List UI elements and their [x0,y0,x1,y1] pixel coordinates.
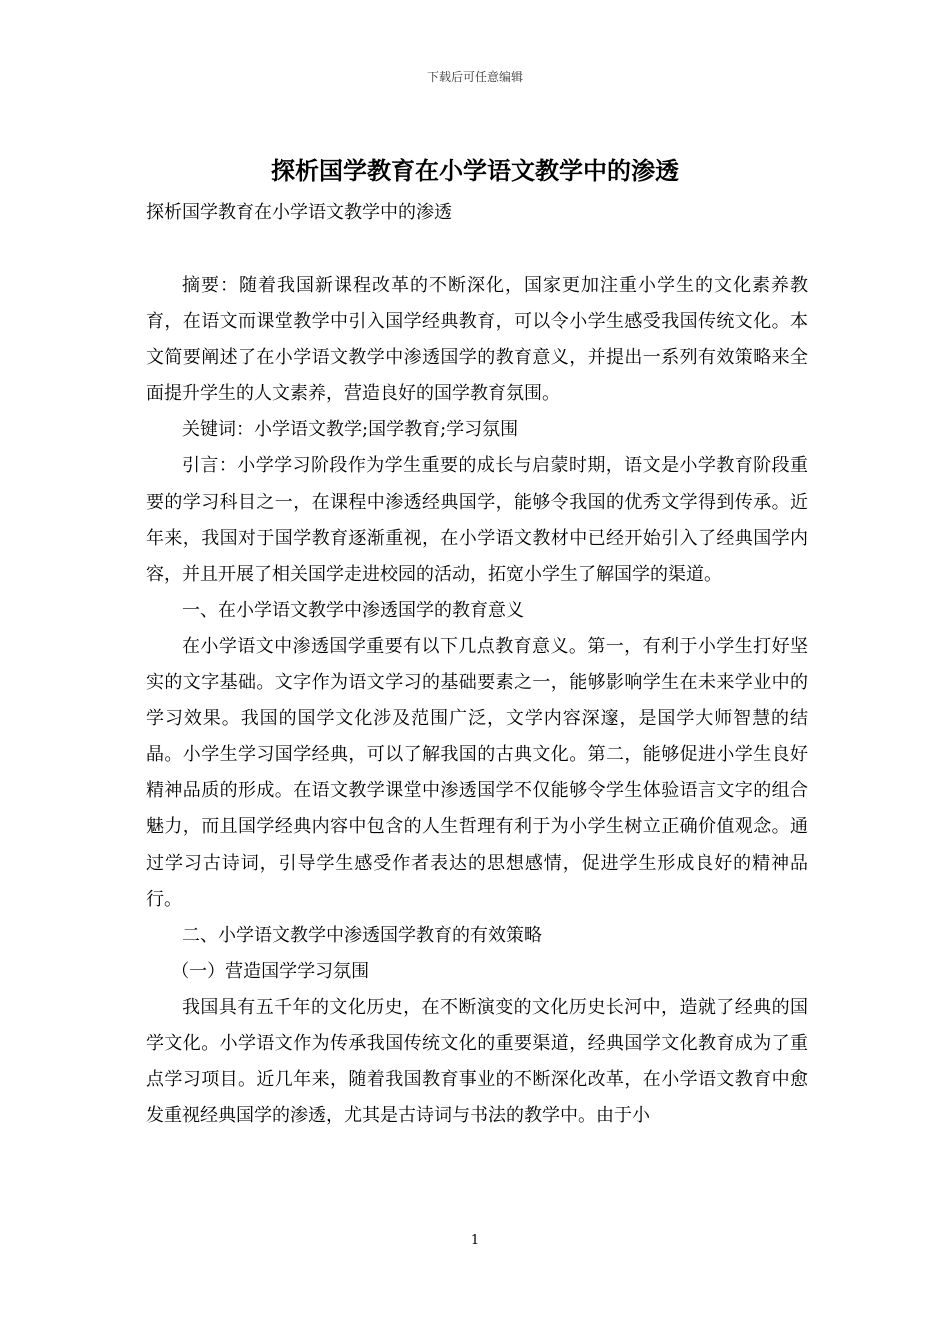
abstract-paragraph: 摘要：随着我国新课程改革的不断深化，国家更加注重小学生的文化素养教育，在语文而课堂教学中引入国学经典教育，可以令小学生感受我国传统文化。本文简要阐述了在小学语文教学中渗透国学的教育意义，并提出一系列有效策略来全面提升学生的人文素养，营造良好的国学教育氛围。 [146,275,808,405]
page-header: 下载后可任意编辑 [426,70,523,84]
introduction-paragraph: 引言：小学学习阶段作为学生重要的成长与启蒙时期，语文是小学教育阶段重要的学习科目之一，在课程中渗透经典国学，能够令我国的优秀文学得到传承。近年来，我国对于国学教育逐渐重视，在小学语文教材中已经开始引入了经典国学内容，并且开展了相关国学走进校园的活动，拓宽小学生了解国学的渠道。 [146,455,808,585]
page-number: 1 [470,1233,480,1248]
body-paragraph: 我国具有五千年的文化历史，在不断演变的文化历史长河中，造就了经典的国学文化。小学语文作为传承我国传统文化的重要渠道，经典国学文化教育成为了重点学习项目。近几年来，随着我国教育事业的不断深化改革，在小学语文教育中愈发重视经典国学的渗透，尤其是古诗词与书法的教学中。由于小 [146,996,808,1127]
body-paragraph: 在小学语文中渗透国学重要有以下几点教育意义。第一，有利于小学生打好坚实的文字基础。文字作为语文学习的基础要素之一，能够影响学生在未来学业中的学习效果。我国的国学文化涉及范围广泛，文学内容深邃，是国学大师智慧的结晶。小学生学习国学经典，可以了解我国的古典文化。第二，能够促进小学生良好精神品质的形成。在语文教学课堂中渗透国学不仅能够令学生体验语言文字的组合魅力，而且国学经典内容中包含的人生哲理有利于为小学生树立正确价值观念。通过学习古诗词，引导学生感受作者表达的思想感情，促进学生形成良好的精神品行。 [146,635,808,910]
subsection-heading-1: （一）营造国学学习氛围 [171,960,370,982]
section-heading-2: 二、小学语文教学中渗透国学教育的有效策略 [182,924,542,946]
document-subtitle: 探析国学教育在小学语文教学中的渗透 [146,202,452,223]
document-title: 探析国学教育在小学语文教学中的渗透 [271,157,679,185]
keywords-paragraph: 关键词：小学语文教学;国学教育;学习氛围 [182,419,519,441]
document-body [146,268,808,1134]
section-heading-1: 一、在小学语文教学中渗透国学的教育意义 [182,599,524,621]
